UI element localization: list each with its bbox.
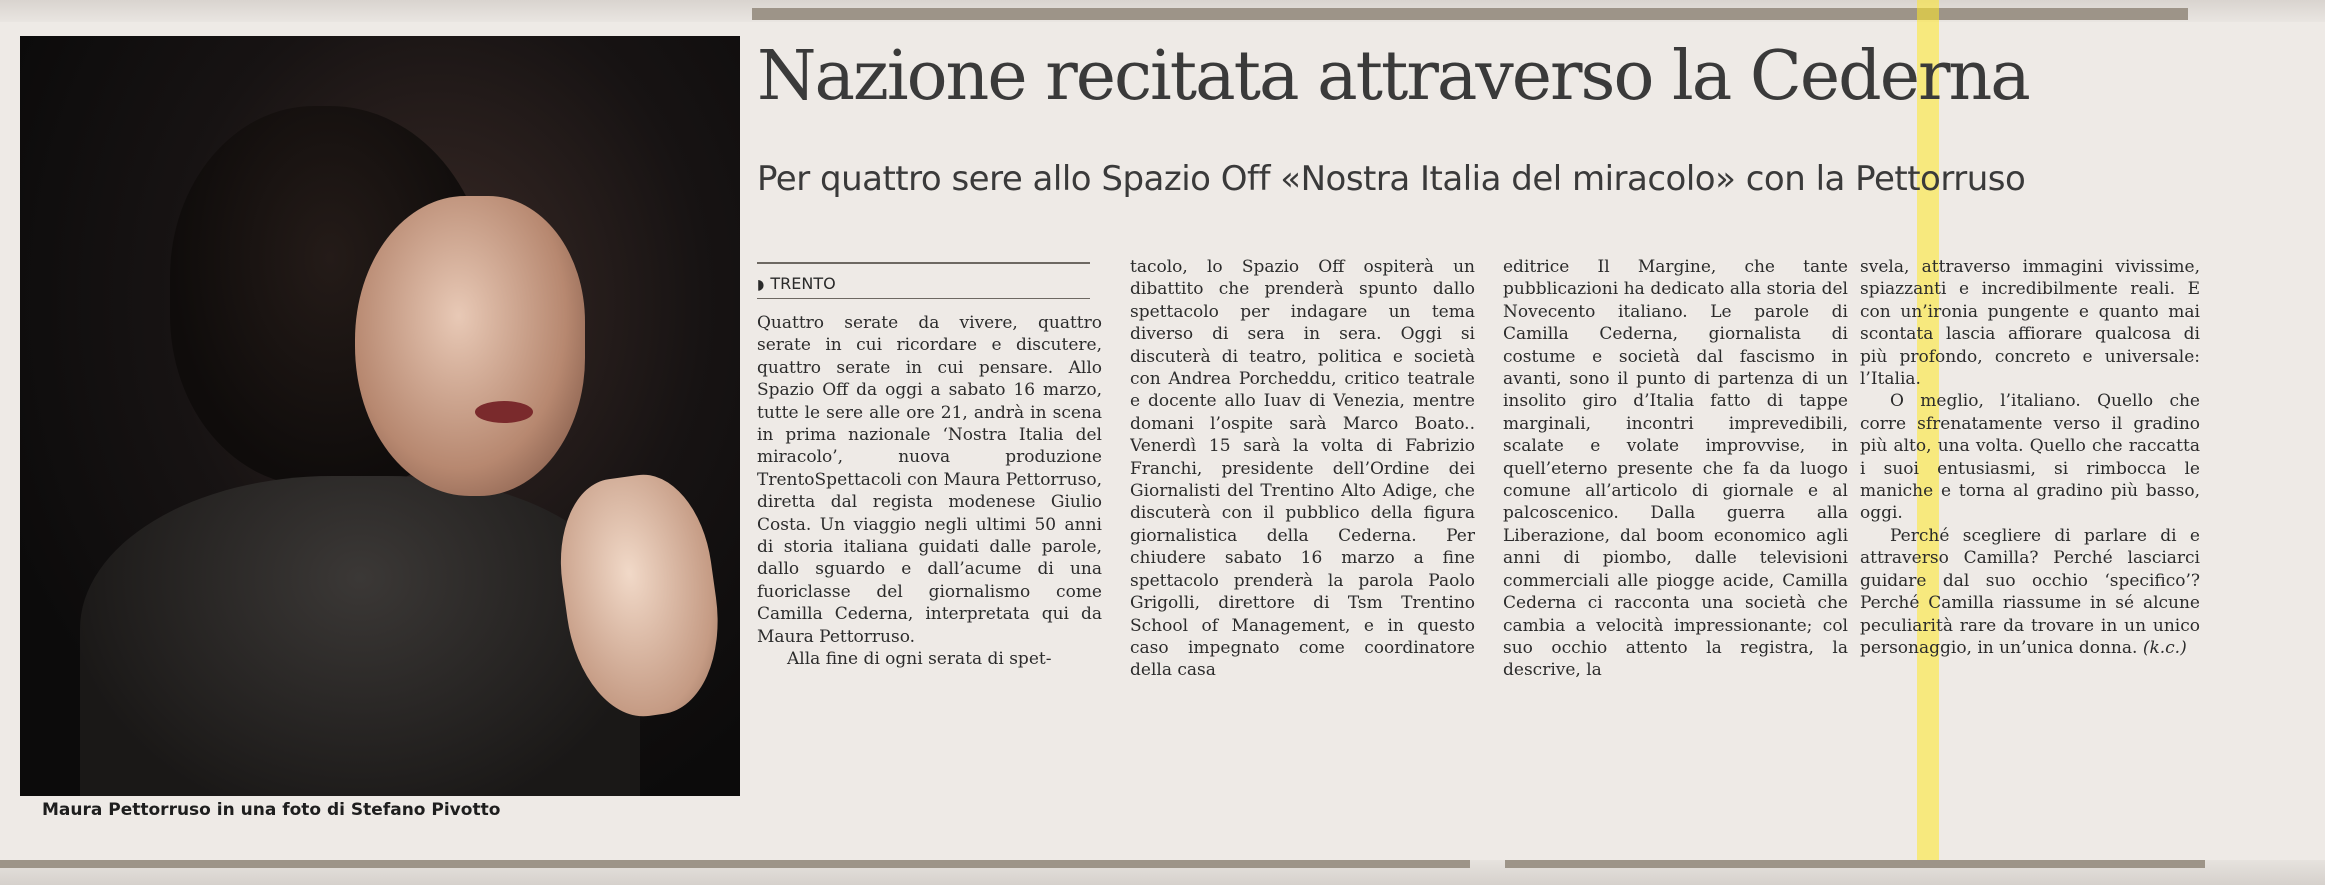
article-photo (20, 36, 740, 796)
author-signature: (k.c.) (2142, 637, 2187, 658)
headline-top-rule (752, 8, 2188, 20)
kicker-rule-top (757, 262, 1090, 264)
kicker (757, 274, 836, 293)
photo-caption: Maura Pettorruso in una foto di Stefano Pivotto (42, 800, 501, 820)
article-column-4 (1860, 256, 2200, 808)
bottom-rule-right (1505, 860, 2205, 868)
photo-coat (80, 476, 640, 796)
column-2-paragraph-1: tacolo, lo Spazio Off ospiterà un dibattito che prenderà spunto dallo spettacolo per indagare un tema diverso di sera in sera. Oggi si discuterà di teatro, politica e società con Andrea Porcheddu, critico teatrale e docente allo Iuav di Venezia, mentre domani l’ospite sarà Marco Boato.. Venerdì 15 sarà la volta di Fabrizio Franchi, presidente dell’Ordine dei Giornalisti del Trentino Alto Adige, che discuterà con il pubblico della figura giornalistica della Cederna. Per chiudere sabato 16 marzo a fine spettacolo prenderà la parola Paolo Grigolli, direttore di Tsm Trentino School of Management, e in questo caso impegnato come coordinatore della casa (1130, 257, 1475, 681)
kicker-label: TRENTO (770, 274, 836, 293)
column-1-paragraph-1: Quattro serate da vivere, quattro serate in cui ricordare e discutere, quattro serate in cui pensare. Allo Spazio Off da oggi a sabato 16 marzo, tutte le sere alle ore 21, andrà in scena in prima nazionale ‘Nostra Italia del miracolo’, nuova produzione TrentoSpettacoli con Maura Pettorruso, diretta dal regista modenese Giulio Costa. Un viaggio negli ultimi 50 anni di storia italiana guidati dalle parole, dallo sguardo e dall’acume di una fuoriclasse del giornalismo come Camilla Cederna, interpretata qui da Maura Pettorruso. (757, 313, 1102, 647)
article-column-1 (757, 312, 1102, 800)
column-1-paragraph-2: Alla fine di ogni serata di spet- (787, 649, 1052, 670)
column-3-paragraph-1: editrice Il Margine, che tante pubblicazioni ha dedicato alla storia del Novecento italiano. Le parole di Camilla Cederna, giornalista di costume e società dal fascismo in avanti, sono il punto di partenza di un insolito giro d’Italia fatto di tappe marginali, incontri imprevedibili, scalate e volate improvvise, in quell’eterno presente che fa da luogo comune all’articolo di giornale e al palcoscenico. Dalla guerra alla Liberazione, dal boom economico agli anni di piombo, dalle televisioni commerciali alle piogge acide, Camilla Cederna ci racconta una società che cambia a velocità impressionante; col suo occhio attento la registra, la descrive, la (1503, 257, 1848, 681)
bottom-rule-left (0, 860, 1470, 868)
article-column-3 (1503, 256, 1848, 808)
column-4-paragraph-1: svela, attraverso immagini vivissime, spiazzanti e incredibilmente reali. E con un’ironia pungente e quanto mai scontata lascia affiorare qualcosa di più profondo, concreto e universale: l’Italia. (1860, 257, 2200, 390)
column-4-paragraph-3-text: Perché scegliere di parlare di e attraverso Camilla? Perché lasciarci guidare dal suo occhio ‘specifico’? Perché Camilla riassume in sé alcune peculiarità rare da trovare in un unico personaggio, in un’unica donna. (1860, 525, 2200, 658)
kicker-triangle-icon: ◗ (757, 277, 765, 293)
article-column-2 (1130, 256, 1475, 808)
kicker-rule-bottom (757, 298, 1090, 299)
photo-lips (475, 401, 533, 423)
article-headline: Nazione recitata attraverso la Cederna (757, 37, 2029, 116)
column-4-paragraph-2: O meglio, l’italiano. Quello che corre sfrenatamente verso il gradino più alto, una volta. Quello che raccatta i suoi entusiasmi, si rimbocca le maniche e torna al gradino più basso, oggi. (1860, 391, 2200, 524)
article-subhead: Per quattro sere allo Spazio Off «Nostra Italia del miracolo» con la Pettorruso (757, 159, 2026, 199)
column-4-paragraph-3 (1860, 525, 2200, 659)
photo-face (355, 196, 585, 496)
